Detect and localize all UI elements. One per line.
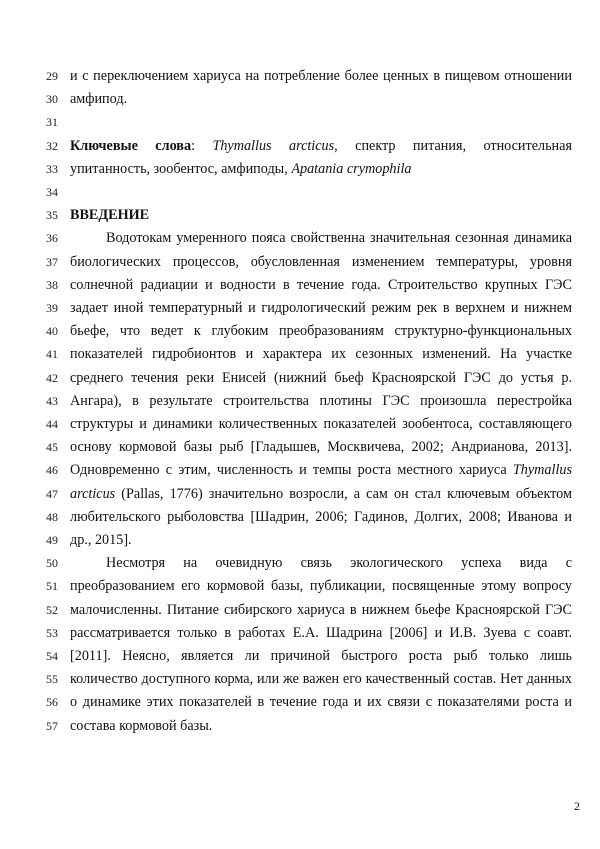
text-line (0, 552, 600, 574)
text-line (0, 204, 600, 226)
italic-text: Thymallus (512, 462, 572, 479)
line-text (70, 668, 572, 690)
line-number: 41 (46, 347, 58, 362)
line-number: 54 (46, 649, 58, 663)
line-text (70, 251, 572, 273)
text-line (0, 111, 600, 133)
text-line (0, 274, 600, 296)
line-number: 39 (46, 301, 58, 315)
line-text (70, 274, 572, 296)
line-number: 48 (46, 509, 58, 524)
text-line (0, 320, 600, 342)
text-segment: упитанность, зообентос, амфиподы, (70, 160, 292, 177)
line-number: 49 (46, 533, 58, 547)
line-text (70, 552, 572, 574)
line-number: 38 (46, 277, 58, 292)
line-text (70, 65, 572, 87)
text-line (0, 158, 600, 180)
text-segment: бьефе, что ведет к глубоким преобразованиям структурно-функциональных (70, 323, 572, 340)
text-line (0, 622, 600, 644)
line-text (70, 622, 572, 644)
text-segment: рассматривается только в работах Е.А. Шадрина [2006] и И.В. Зуева с соавт. (70, 624, 572, 641)
text-segment: и с переключением хариуса на потребление более ценных в пищевом отношении (70, 68, 572, 84)
text-segment: малочисленны. Питание сибирского хариуса в нижнем бьефе Красноярской ГЭС (70, 601, 572, 618)
line-text (70, 575, 572, 597)
text-line (0, 181, 600, 203)
line-text (70, 297, 572, 319)
text-line (0, 135, 600, 157)
bold-text: Ключевые слова (70, 137, 192, 154)
line-number: 52 (46, 602, 58, 617)
line-number: 30 (46, 92, 58, 107)
text-line (0, 390, 600, 412)
italic-text: Apatania crymophila (291, 160, 412, 177)
text-segment: преобразованием его кормовой базы, публикации, посвященные этому вопросу (70, 578, 572, 595)
line-text (70, 436, 572, 458)
text-line (0, 668, 600, 690)
line-text (70, 390, 572, 412)
line-text (70, 320, 572, 342)
text-segment: о динамике этих показателей в течение года и их связи с показателями роста и (70, 694, 572, 711)
text-line (0, 436, 600, 458)
line-number: 50 (46, 556, 58, 571)
line-number: 31 (46, 115, 58, 130)
line-text (70, 343, 572, 365)
line-number: 51 (46, 579, 58, 594)
text-segment: основу кормовой базы рыб [Гладышев, Москвичева, 2002; Андрианова, 2013]. (70, 439, 572, 456)
text-line (0, 297, 600, 319)
line-number: 34 (46, 185, 58, 199)
text-segment: : (191, 137, 213, 154)
text-segment: (Pallas, 1776) значительно возросли, а сам он стал ключевым объектом (115, 485, 572, 502)
line-number: 46 (46, 463, 58, 478)
text-line (0, 529, 600, 551)
line-text (70, 135, 572, 157)
line-number: 57 (46, 718, 58, 733)
line-number: 56 (46, 695, 58, 710)
text-line (0, 251, 600, 273)
line-number: 29 (46, 69, 58, 83)
italic-text: Thymallus arcticus, (212, 137, 338, 154)
text-line (0, 506, 600, 528)
line-text (70, 367, 572, 389)
text-line (0, 645, 600, 667)
text-line (0, 575, 600, 597)
page-number: 2 (574, 799, 580, 813)
line-number: 44 (46, 417, 58, 431)
text-segment: Водотокам умеренного пояса свойственна значительная сезонная динамика (106, 230, 572, 247)
text-segment: среднего течения реки Енисей (нижний бьеф Красноярской ГЭС до устья р. (70, 369, 572, 386)
line-number: 47 (46, 486, 58, 501)
text-segment: структуры и динамики количественных показателей зообентоса, составляющего (70, 416, 572, 432)
text-segment: [2011]. Неясно, является ли причиной быстрого роста рыб только лишь (70, 648, 572, 664)
text-line (0, 459, 600, 481)
text-line (0, 65, 600, 87)
text-segment: амфипод. (70, 91, 128, 108)
line-text (70, 459, 572, 481)
line-text (70, 645, 572, 667)
line-number: 33 (46, 161, 58, 176)
line-text (70, 506, 572, 528)
text-segment: состава кормовой базы. (70, 717, 213, 734)
italic-text: arcticus (70, 485, 116, 502)
text-segment: солнечной радиации и водности в течение года. Строительство крупных ГЭС (70, 276, 572, 293)
line-number: 55 (46, 672, 58, 687)
line-text (70, 529, 572, 551)
bold-text: ВВЕДЕНИЕ (70, 207, 150, 224)
text-line (0, 599, 600, 621)
text-segment: количество доступного корма, или же важен его качественный состав. Нет данных (70, 671, 572, 688)
line-number: 36 (46, 231, 58, 246)
line-number: 40 (46, 324, 58, 339)
text-segment: др., 2015]. (70, 532, 132, 548)
text-segment: спектр питания, относительная (337, 137, 572, 154)
text-segment: Ангара), в результате строительства плотины ГЭС произошла перестройка (70, 392, 572, 409)
text-segment: биологических процессов, обусловленная изменением температуры, уровня (70, 253, 572, 270)
text-line (0, 88, 600, 110)
text-line (0, 715, 600, 737)
line-text (70, 413, 572, 435)
text-line (0, 367, 600, 389)
text-line (0, 413, 600, 435)
line-text (70, 204, 572, 226)
text-segment: любительского рыболовства [Шадрин, 2006; Гадинов, Долгих, 2008; Иванова и (70, 508, 572, 525)
line-text (70, 88, 572, 110)
line-text (70, 158, 572, 180)
line-number: 42 (46, 370, 58, 385)
line-text (70, 715, 572, 737)
text-line (0, 227, 600, 249)
text-segment: показателей гидробионтов и характера их сезонных изменений. На участке (70, 346, 572, 363)
text-segment: задает иной температурный и гидрологический режим рек в верхнем и нижнем (70, 300, 572, 316)
text-line (0, 691, 600, 713)
line-text (70, 483, 572, 505)
line-number: 37 (46, 254, 58, 269)
line-number: 53 (46, 625, 58, 640)
line-text (70, 227, 572, 249)
line-number: 45 (46, 440, 58, 455)
line-text (70, 599, 572, 621)
line-number: 35 (46, 208, 58, 223)
line-number: 32 (46, 138, 58, 153)
text-line (0, 343, 600, 365)
text-segment: Одновременно с этим, численность и темпы роста местного хариуса (70, 462, 513, 479)
text-line (0, 483, 600, 505)
line-number: 43 (46, 393, 58, 408)
text-segment: Несмотря на очевидную связь экологического успеха вида с (106, 555, 572, 572)
line-text (70, 691, 572, 713)
